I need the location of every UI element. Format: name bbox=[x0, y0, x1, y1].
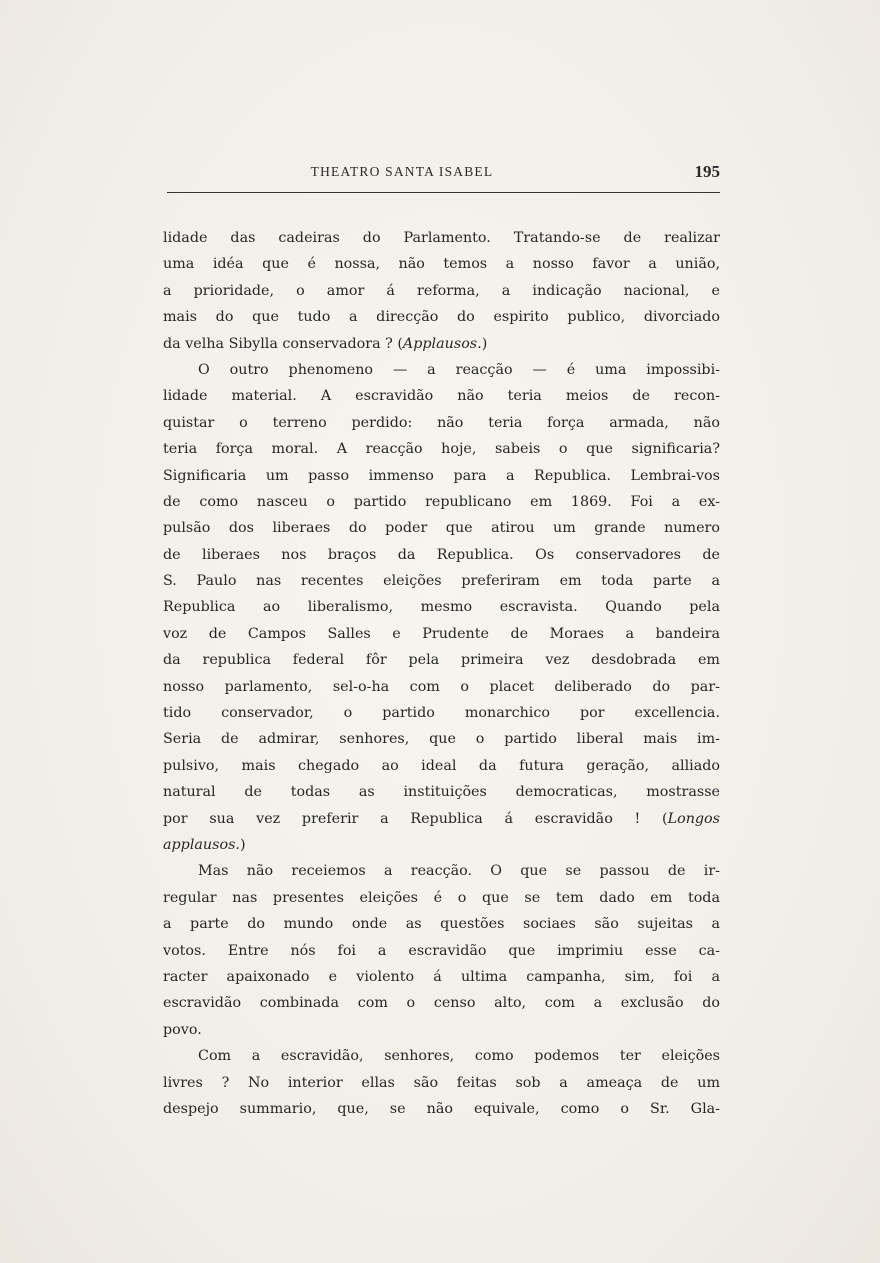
text-run: por sua vez preferir a Republica á escravidão ! ( bbox=[163, 810, 668, 827]
text-run: de liberaes nos braços da Republica. Os conservadores de bbox=[163, 546, 720, 563]
text-run: votos. Entre nós foi a escravidão que imprimiu esse ca- bbox=[163, 942, 720, 959]
text-line bbox=[163, 594, 720, 620]
text-run: Mas não receiemos a reacção. O que se passou de ir- bbox=[198, 863, 720, 880]
page-number: 195 bbox=[694, 162, 720, 181]
text-line bbox=[163, 225, 720, 251]
text-run: voz de Campos Salles e Prudente de Moraes a bandeira bbox=[163, 625, 720, 642]
text-line bbox=[163, 1070, 720, 1096]
text-line bbox=[163, 911, 720, 937]
text-line bbox=[163, 410, 720, 436]
text-run: regular nas presentes eleições é o que se tem dado em toda bbox=[163, 889, 720, 906]
text-line bbox=[163, 806, 720, 832]
text-run: despejo summario, que, se não equivale, como o Sr. Gla- bbox=[163, 1100, 720, 1117]
text-run: O outro phenomeno — a reacção — é uma impossibi- bbox=[198, 361, 720, 378]
text-line bbox=[163, 700, 720, 726]
text-run: pulsivo, mais chegado ao ideal da futura geração, alliado bbox=[163, 757, 720, 774]
text-line bbox=[163, 357, 720, 383]
text-line bbox=[163, 964, 720, 990]
text-run: natural de todas as instituições democraticas, mostrasse bbox=[163, 784, 720, 801]
text-line bbox=[163, 463, 720, 489]
text-line bbox=[163, 251, 720, 277]
italic-text: Longos bbox=[667, 810, 720, 827]
text-line bbox=[163, 489, 720, 515]
text-line bbox=[163, 1043, 720, 1069]
text-line bbox=[163, 383, 720, 409]
text-line bbox=[163, 990, 720, 1016]
text-run: Seria de admirar, senhores, que o partido liberal mais im- bbox=[163, 731, 720, 748]
text-run: tido conservador, o partido monarchico por excellencia. bbox=[163, 705, 720, 722]
paragraph bbox=[163, 225, 720, 357]
text-line bbox=[163, 858, 720, 884]
text-line bbox=[163, 938, 720, 964]
text-line bbox=[163, 832, 720, 858]
text-run: Republica ao liberalismo, mesmo escravista. Quando pela bbox=[163, 599, 720, 616]
text-line bbox=[163, 753, 720, 779]
text-run: lidade material. A escravidão não teria meios de recon- bbox=[163, 388, 720, 405]
text-run: a parte do mundo onde as questões sociaes são sujeitas a bbox=[163, 916, 720, 933]
text-run: nosso parlamento, sel-o-ha com o placet deliberado do par- bbox=[163, 678, 720, 695]
text-run: mais do que tudo a direcção do espirito publico, divorciado bbox=[163, 309, 720, 326]
text-run: Significaria um passo immenso para a Republica. Lembrai-vos bbox=[163, 467, 720, 484]
text-line bbox=[163, 674, 720, 700]
text-run: ) bbox=[239, 836, 246, 853]
text-line bbox=[163, 647, 720, 673]
text-run: livres ? No interior ellas são feitas sob a ameaça de um bbox=[163, 1074, 720, 1091]
text-line bbox=[163, 621, 720, 647]
paragraph bbox=[163, 357, 720, 858]
text-run: quistar o terreno perdido: não teria força armada, não bbox=[163, 414, 720, 431]
text-line bbox=[163, 331, 720, 357]
text-run: S. Paulo nas recentes eleições preferiram em toda parte a bbox=[163, 573, 720, 590]
italic-text: applausos. bbox=[163, 836, 240, 853]
running-header bbox=[167, 160, 720, 193]
text-line bbox=[163, 515, 720, 541]
text-run: teria força moral. A reacção hoje, sabeis o que significaria? bbox=[163, 441, 720, 458]
text-run: racter apaixonado e violento á ultima campanha, sim, foi a bbox=[163, 968, 720, 985]
body-text bbox=[163, 225, 720, 1122]
text-line bbox=[163, 1017, 720, 1043]
text-run: a prioridade, o amor á reforma, a indicação nacional, e bbox=[163, 282, 720, 299]
text-run: uma idéa que é nossa, não temos a nosso favor a união, bbox=[163, 256, 720, 273]
text-line bbox=[163, 726, 720, 752]
text-line bbox=[163, 885, 720, 911]
text-line bbox=[163, 568, 720, 594]
text-line bbox=[163, 1096, 720, 1122]
text-run: escravidão combinada com o censo alto, com a exclusão do bbox=[163, 995, 720, 1012]
text-run: povo. bbox=[163, 1021, 202, 1038]
paragraph bbox=[163, 1043, 720, 1122]
text-line bbox=[163, 304, 720, 330]
text-line bbox=[163, 779, 720, 805]
running-title: THEATRO SANTA ISABEL bbox=[310, 164, 494, 179]
text-line bbox=[163, 542, 720, 568]
text-run: Com a escravidão, senhores, como podemos ter eleições bbox=[198, 1048, 720, 1065]
text-line bbox=[163, 436, 720, 462]
text-run: da republica federal fôr pela primeira vez desdobrada em bbox=[163, 652, 720, 669]
paragraph bbox=[163, 858, 720, 1043]
text-run: lidade das cadeiras do Parlamento. Tratando-se de realizar bbox=[163, 230, 720, 246]
italic-text: Applausos. bbox=[402, 335, 482, 352]
text-run: pulsão dos liberaes do poder que atirou um grande numero bbox=[163, 520, 720, 537]
text-run: da velha Sibylla conservadora ? ( bbox=[163, 335, 403, 352]
text-run: ) bbox=[481, 335, 488, 352]
text-line bbox=[163, 278, 720, 304]
text-run: de como nasceu o partido republicano em 1869. Foi a ex- bbox=[163, 493, 720, 510]
